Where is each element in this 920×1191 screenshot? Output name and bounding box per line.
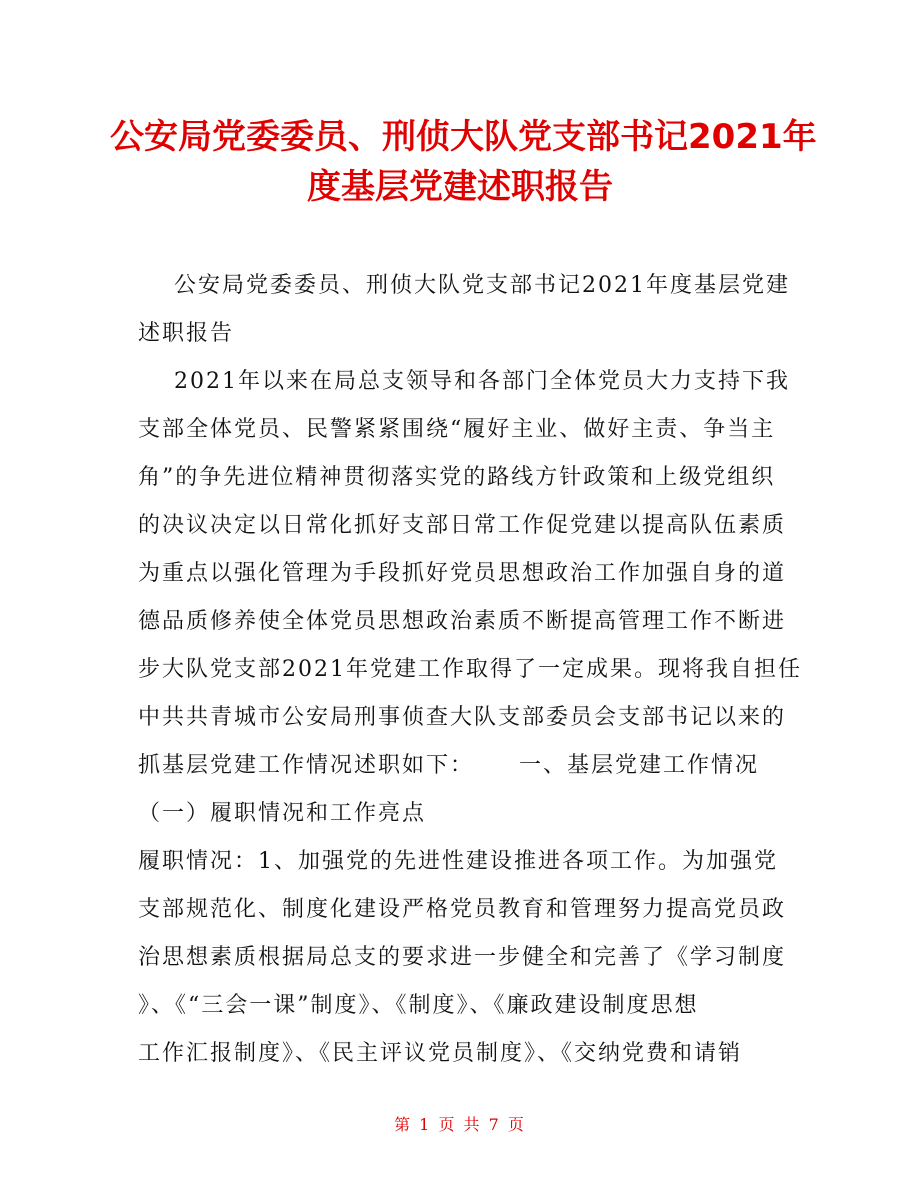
body-line: 德品质修养使全体党员思想政治素质不断提高管理工作不断进 bbox=[138, 609, 787, 634]
body-line: 支部全体党员、民警紧紧围绕“履好主业、做好主责、争当主 bbox=[138, 417, 776, 442]
body-line: 述职报告 bbox=[138, 321, 235, 346]
body-line: 履职情况：1、加强党的先进性建设推进各项工作。为加强党 bbox=[138, 849, 778, 874]
section-heading: （一）履职情况和工作亮点 bbox=[138, 801, 427, 826]
body-line: 角”的争先进位精神贯彻落实党的路线方针政策和上级党组织 bbox=[138, 465, 776, 490]
body-line: 步大队党支部2021年党建工作取得了一定成果。现将我自担任 bbox=[138, 657, 802, 682]
title-line-2: 度基层党建述职报告 bbox=[307, 167, 613, 207]
body-line: 中共共青城市公安局刑事侦查大队支部委员会支部书记以来的 bbox=[138, 705, 787, 730]
document-body bbox=[138, 262, 802, 1078]
page-number-footer: 第 1 页 共 7 页 bbox=[394, 1115, 526, 1134]
document-title bbox=[110, 112, 817, 212]
body-line: 工作汇报制度》、《民主评议党员制度》、《交纳党费和请销 bbox=[138, 1041, 743, 1066]
body-line: 公安局党委委员、刑侦大队党支部书记2021年度基层党建 bbox=[138, 273, 790, 298]
title-line-1: 公安局党委委员、刑侦大队党支部书记2021年 bbox=[110, 117, 817, 157]
body-line: 的决议决定以日常化抓好支部日常工作促党建以提高队伍素质 bbox=[138, 513, 787, 538]
body-line: 抓基层党建工作情况述职如下： 一、基层党建工作情况 bbox=[138, 753, 759, 778]
body-line: 支部规范化、制度化建设严格党员教育和管理努力提高党员政 bbox=[138, 897, 787, 922]
body-line: 为重点以强化管理为手段抓好党员思想政治工作加强自身的道 bbox=[138, 561, 787, 586]
body-line: 治思想素质根据局总支的要求进一步健全和完善了《学习制度 bbox=[138, 945, 787, 970]
body-line: 》、《“三会一课”制度》、《制度》、《廉政建设制度思想 bbox=[138, 993, 699, 1018]
body-line: 2021年以来在局总支领导和各部门全体党员大力支持下我 bbox=[138, 369, 790, 394]
